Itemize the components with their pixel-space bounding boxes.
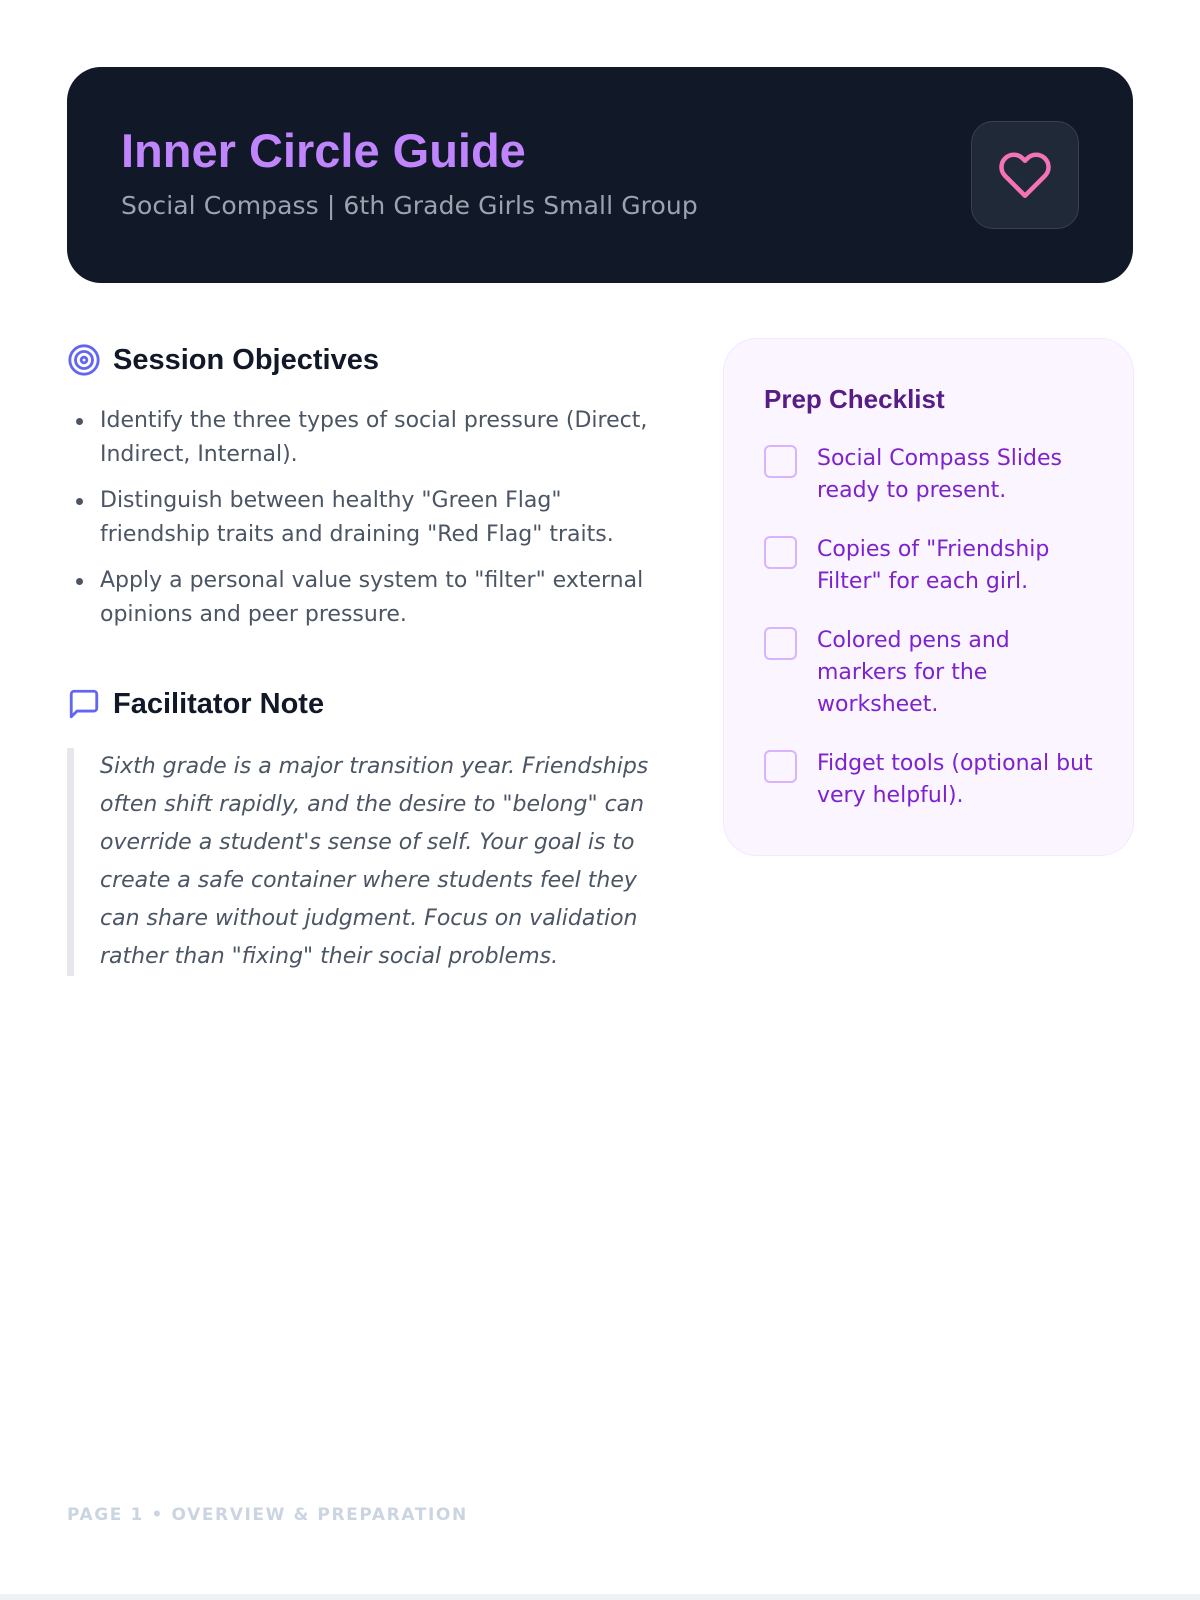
page-footer: PAGE 1 • OVERVIEW & PREPARATION bbox=[67, 1505, 468, 1525]
checklist-item-label: Colored pens and markers for the worksheet. bbox=[817, 628, 1010, 717]
checkbox[interactable] bbox=[764, 750, 797, 783]
objectives-heading bbox=[67, 338, 657, 382]
heart-icon bbox=[998, 148, 1052, 202]
objective-item: Identify the three types of social pressure (Direct, Indirect, Internal). bbox=[100, 404, 657, 472]
checklist-item-label: Copies of "Friendship Filter" for each girl. bbox=[817, 537, 1050, 594]
target-icon bbox=[67, 343, 101, 377]
checkbox[interactable] bbox=[764, 627, 797, 660]
prep-checklist-card bbox=[723, 338, 1134, 856]
page-title: Inner Circle Guide bbox=[121, 124, 526, 177]
checklist-item bbox=[764, 534, 1093, 598]
checklist-title: Prep Checklist bbox=[764, 384, 945, 414]
objectives-list bbox=[67, 404, 657, 632]
left-column bbox=[67, 338, 657, 976]
checkbox[interactable] bbox=[764, 445, 797, 478]
checklist bbox=[764, 443, 1093, 812]
checklist-item-label: Fidget tools (optional but very helpful). bbox=[817, 751, 1093, 808]
header-banner bbox=[67, 67, 1133, 283]
objective-item: Distinguish between healthy "Green Flag" friendship traits and draining "Red Flag" traits. bbox=[100, 484, 657, 552]
facilitator-heading bbox=[67, 682, 657, 726]
checklist-item bbox=[764, 443, 1093, 507]
page-subtitle: Social Compass | 6th Grade Girls Small Group bbox=[121, 191, 698, 220]
facilitator-note: Sixth grade is a major transition year. Friendships often shift rapidly, and the desire to "belong" can override a student's sense of self. Your goal is to create a safe container where students feel they can share without judgment. Focus on validation rather than "fixing" their social problems. bbox=[67, 748, 657, 976]
bottom-divider bbox=[0, 1594, 1200, 1600]
checklist-item bbox=[764, 748, 1093, 812]
objectives-title: Session Objectives bbox=[113, 343, 379, 376]
checklist-item-label: Social Compass Slides ready to present. bbox=[817, 446, 1062, 503]
facilitator-title: Facilitator Note bbox=[113, 687, 325, 720]
objective-item: Apply a personal value system to "filter" external opinions and peer pressure. bbox=[100, 564, 657, 632]
checkbox[interactable] bbox=[764, 536, 797, 569]
message-square-icon bbox=[67, 687, 101, 721]
checklist-item bbox=[764, 625, 1093, 721]
heart-badge bbox=[971, 121, 1079, 229]
